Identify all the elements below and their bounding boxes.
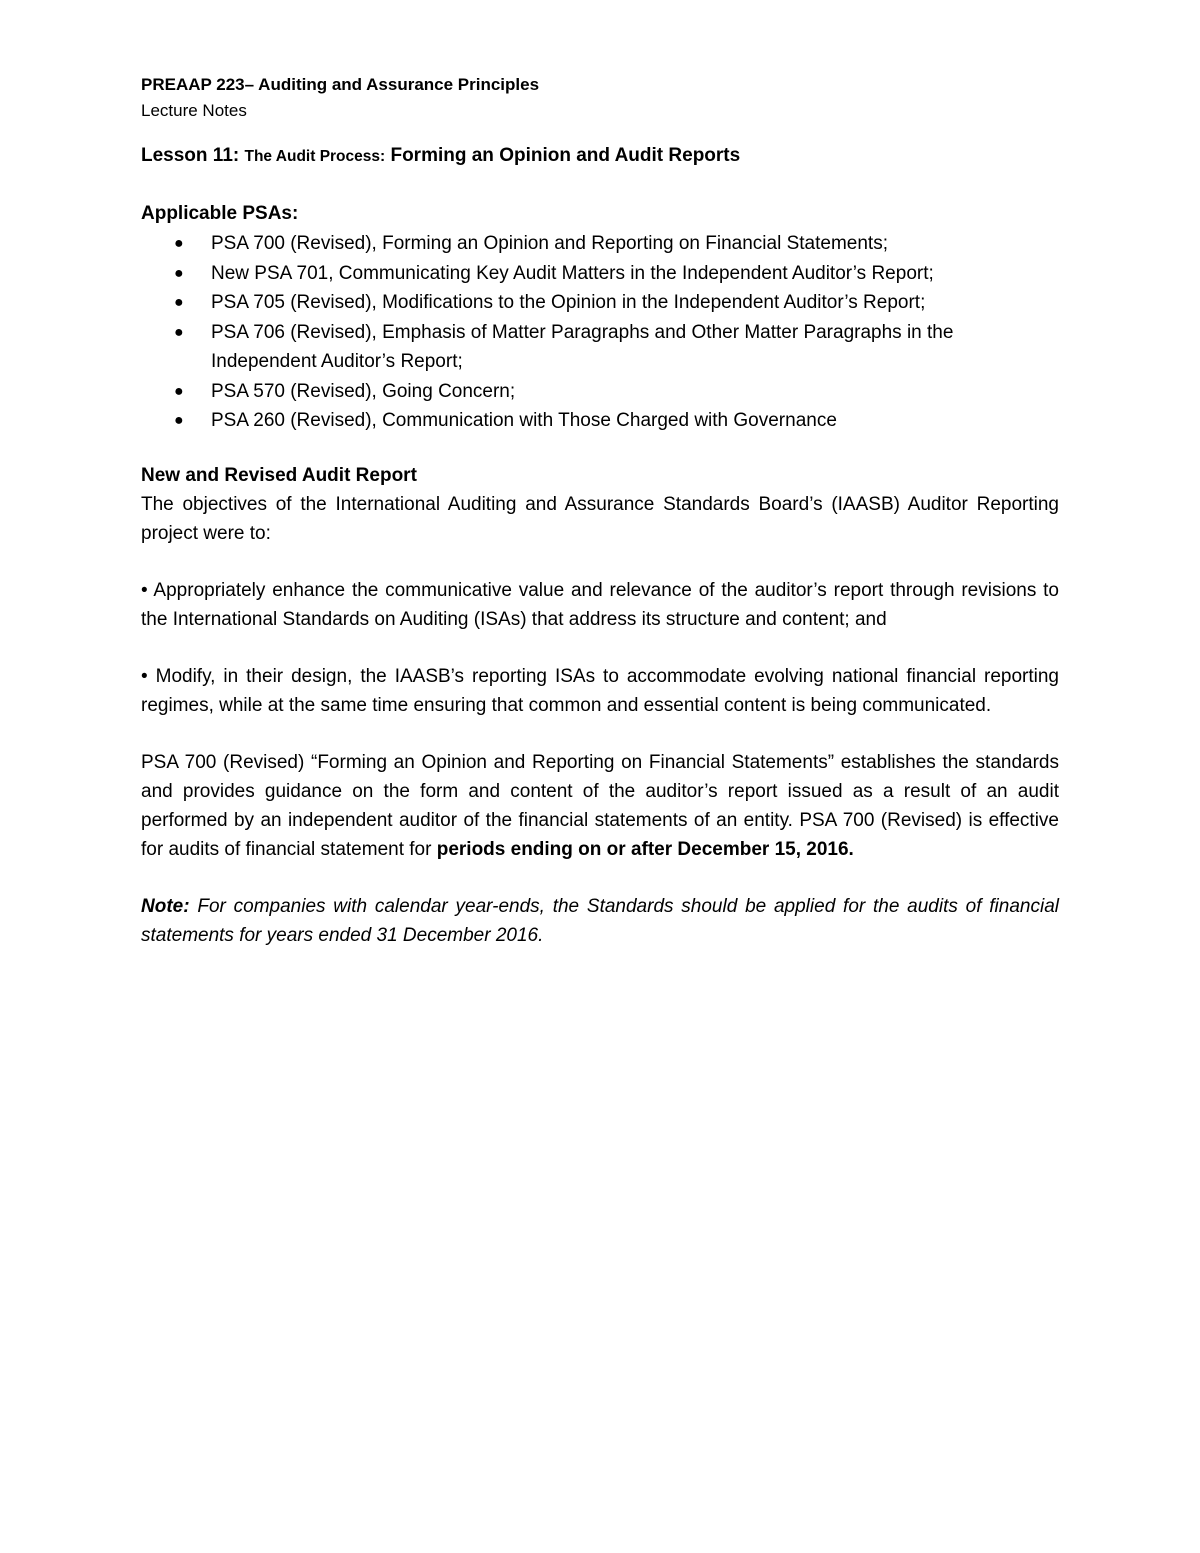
list-item: ● PSA 260 (Revised), Communication with Those Charged with Governance (141, 406, 1059, 436)
bullet-icon: ● (174, 235, 184, 252)
psa700-text: PSA 700 (Revised) “Forming an Opinion and Reporting on Financial Statements” establishes the standards and provides guidance on the form and content of the auditor’s report issued as a result of an audit performed by an independent auditor of the financial statements of an entity. PSA 700 (Revised) is effective for audits of financial statement for (141, 751, 1059, 860)
lesson-topic: Forming an Opinion and Audit Reports (390, 145, 741, 166)
list-item: ● PSA 706 (Revised), Emphasis of Matter Paragraphs and Other Matter Paragraphs in the Independent Auditor’s Report; (141, 318, 1059, 377)
note-paragraph (141, 892, 1059, 950)
effective-period: periods ending on or after December 15, 2016. (436, 838, 854, 860)
note-label: Note: (141, 895, 190, 917)
list-item: ● PSA 705 (Revised), Modifications to the Opinion in the Independent Auditor’s Report; (141, 288, 1059, 318)
list-item: ● PSA 700 (Revised), Forming an Opinion and Reporting on Financial Statements; (141, 229, 1059, 259)
bullet-icon: ● (174, 294, 184, 311)
section-heading: New and Revised Audit Report (141, 464, 417, 486)
course-title: PREAAP 223– Auditing and Assurance Principles (141, 75, 540, 94)
lesson-label: Lesson 11: (141, 145, 240, 166)
psa-list (141, 229, 1059, 436)
bullet-icon: ● (174, 323, 184, 341)
bullet-icon: ● (174, 382, 184, 400)
psa700-paragraph (141, 748, 1059, 864)
list-item: ● PSA 570 (Revised), Going Concern; (141, 377, 1059, 407)
bullet-icon: ● (174, 264, 184, 282)
intro-paragraph: The objectives of the International Auditing and Assurance Standards Board’s (IAASB) Auditor Reporting project were to: (141, 493, 1059, 544)
objective-paragraph-1: • Appropriately enhance the communicative value and relevance of the auditor’s report through revisions to the International Standards on Auditing (ISAs) that address its structure and content; and (141, 579, 1059, 630)
psa-heading: Applicable PSAs: (141, 203, 299, 224)
objective-paragraph-2: • Modify, in their design, the IAASB’s reporting ISAs to accommodate evolving national financial reporting regimes, while at the same time ensuring that common and essential content is being communicated. (141, 665, 1059, 716)
list-item: ● New PSA 701, Communicating Key Audit Matters in the Independent Auditor’s Report; (141, 259, 1059, 289)
bullet-icon: ● (174, 412, 184, 429)
note-text: For companies with calendar year-ends, the Standards should be applied for the audits of financial statements for years ended 31 December 2016. (141, 895, 1059, 946)
lesson-process: The Audit Process: (244, 148, 386, 165)
course-subtitle: Lecture Notes (141, 101, 247, 120)
lesson-title (141, 142, 1059, 171)
